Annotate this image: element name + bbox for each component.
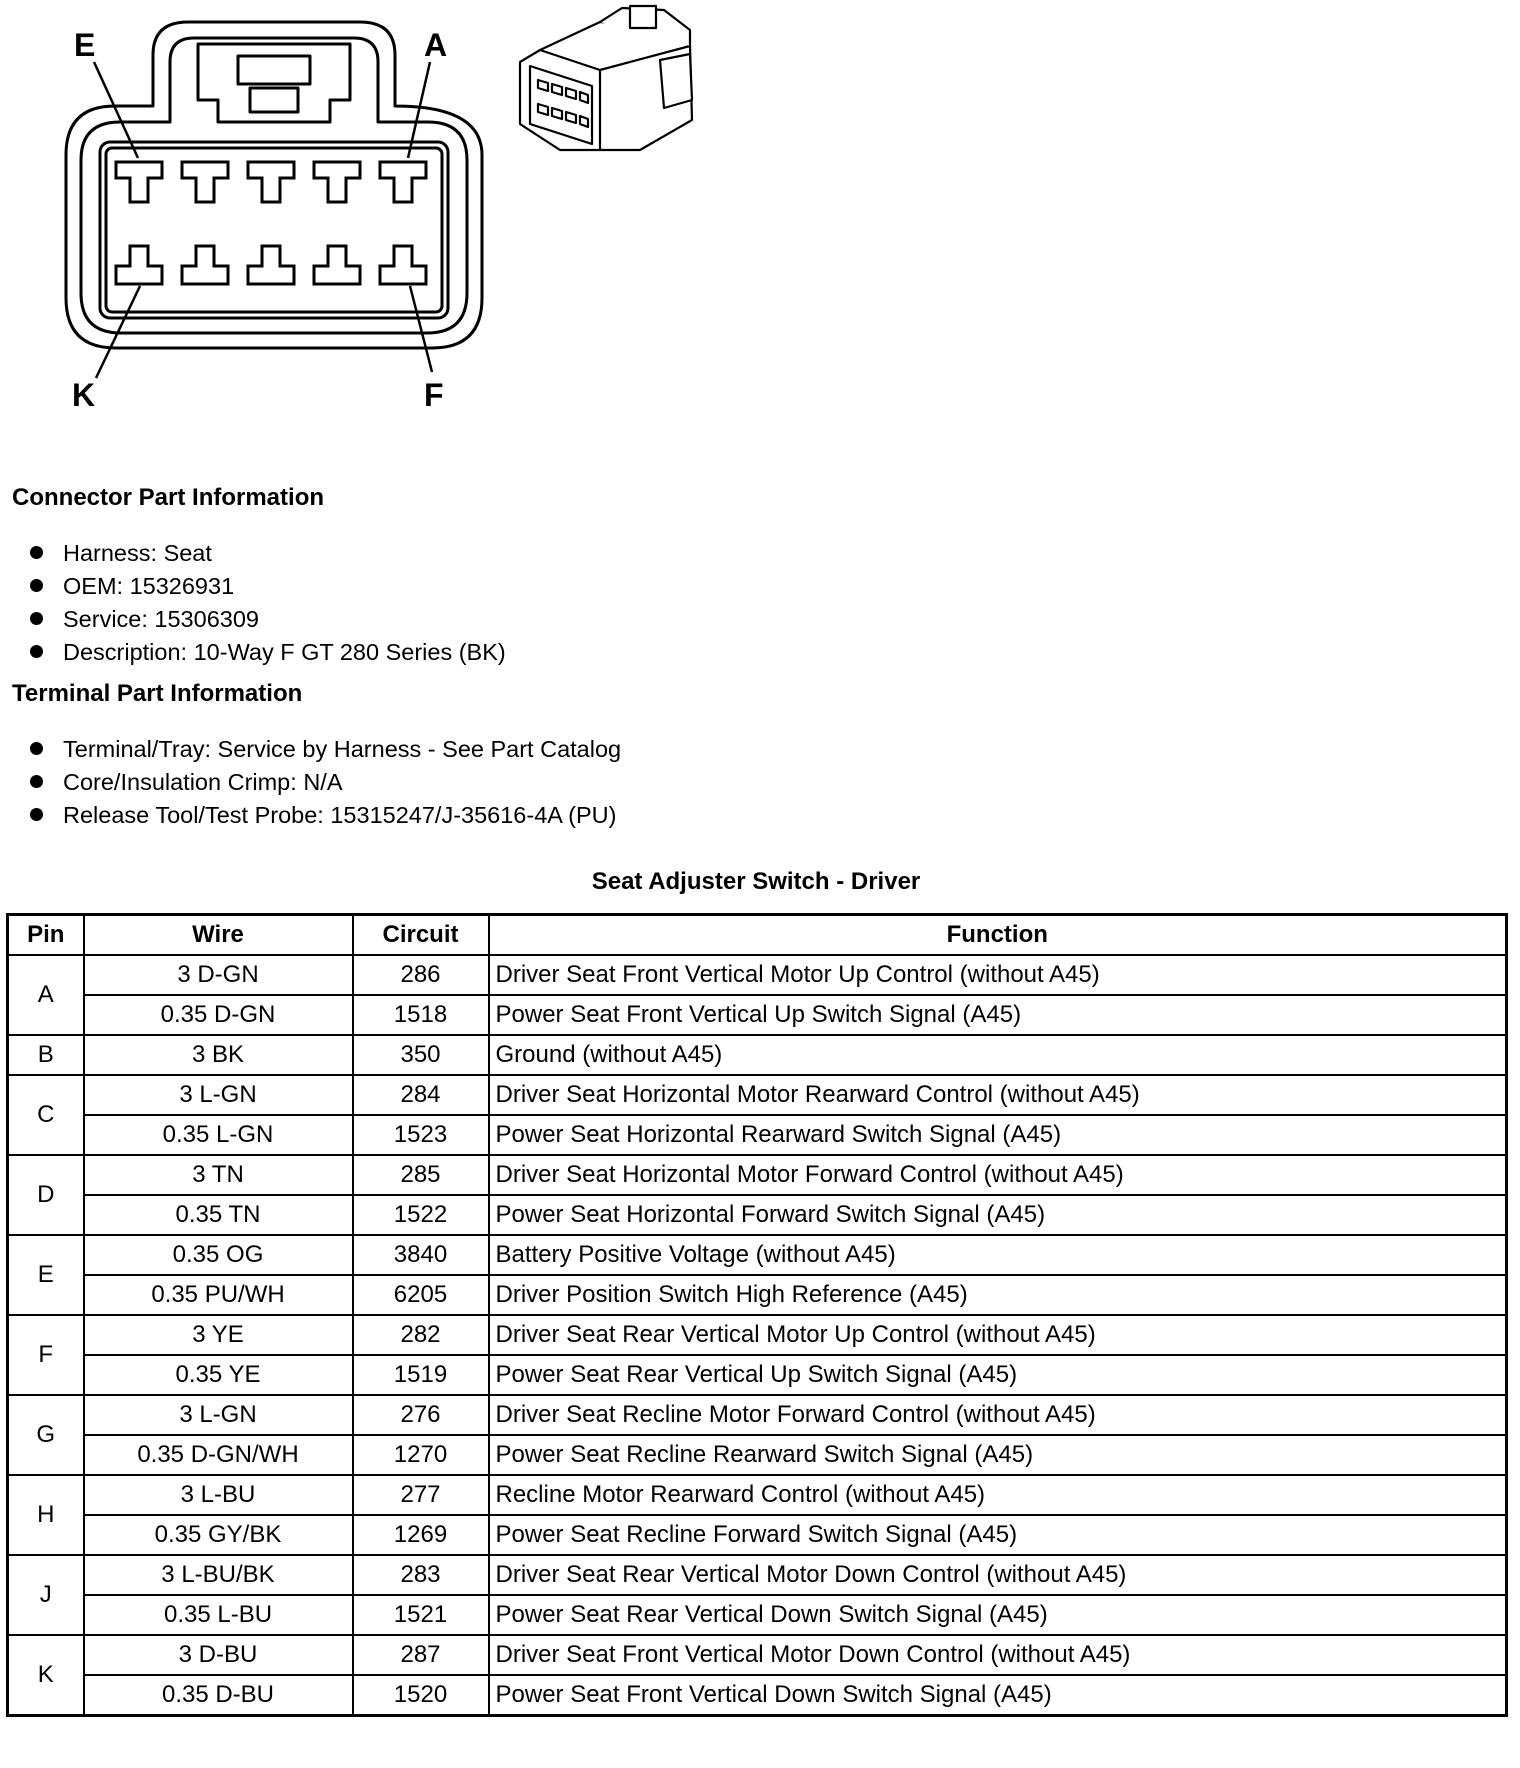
table-header-row [8, 915, 1507, 956]
function-cell: Power Seat Horizontal Rearward Switch Signal (A45) [489, 1115, 1507, 1155]
leader-line-a [408, 62, 430, 158]
wire-cell: 0.35 YE [84, 1355, 353, 1395]
table-row [8, 1355, 1507, 1395]
table-row [8, 1675, 1507, 1716]
table-title: Seat Adjuster Switch - Driver [591, 868, 921, 895]
function-cell: Driver Seat Front Vertical Motor Up Control (without A45) [489, 955, 1507, 995]
circuit-cell: 1523 [353, 1115, 489, 1155]
function-cell: Power Seat Rear Vertical Up Switch Signal (A45) [489, 1355, 1507, 1395]
table-row [8, 1475, 1507, 1515]
table-row [8, 1275, 1507, 1315]
bullet-icon [30, 612, 43, 625]
list-item [30, 570, 506, 603]
table-row [8, 1635, 1507, 1675]
description-text: Description: 10-Way F GT 280 Series (BK) [63, 639, 506, 665]
wire-cell: 3 L-BU [84, 1475, 353, 1515]
circuit-cell: 282 [353, 1315, 489, 1355]
bullet-icon [30, 808, 43, 821]
top-row-terminals [116, 162, 426, 202]
pin-cell: F [8, 1315, 84, 1395]
terminal-part-info-heading: Terminal Part Information [12, 680, 303, 707]
table-row [8, 995, 1507, 1035]
circuit-cell: 277 [353, 1475, 489, 1515]
circuit-cell: 276 [353, 1395, 489, 1435]
wire-cell: 3 D-GN [84, 955, 353, 995]
bullet-icon [30, 645, 43, 658]
harness-text: Harness: Seat [63, 540, 212, 566]
list-item [30, 799, 621, 832]
pin-label-a: A [424, 27, 448, 63]
function-cell: Power Seat Front Vertical Down Switch Signal (A45) [489, 1675, 1507, 1716]
pin-cell: A [8, 955, 84, 1035]
function-cell: Driver Seat Recline Motor Forward Control (without A45) [489, 1395, 1507, 1435]
connector-part-info-heading: Connector Part Information [12, 484, 325, 511]
terminal-top-5 [380, 162, 426, 202]
list-item [30, 603, 506, 636]
table-row [8, 1435, 1507, 1475]
bullet-icon [30, 579, 43, 592]
wire-cell: 0.35 TN [84, 1195, 353, 1235]
circuit-cell: 1269 [353, 1515, 489, 1555]
wire-cell: 0.35 L-GN [84, 1115, 353, 1155]
leader-line-f [410, 286, 432, 372]
wire-cell: 0.35 D-GN/WH [84, 1435, 353, 1475]
circuit-cell: 283 [353, 1555, 489, 1595]
terminal-top-1 [116, 162, 162, 202]
pin-cell: B [8, 1035, 84, 1075]
table-row [8, 1595, 1507, 1635]
circuit-cell: 1270 [353, 1435, 489, 1475]
circuit-cell: 6205 [353, 1275, 489, 1315]
table-row [8, 1555, 1507, 1595]
function-cell: Battery Positive Voltage (without A45) [489, 1235, 1507, 1275]
connector-outer-shell [66, 22, 482, 348]
wire-cell: 0.35 GY/BK [84, 1515, 353, 1555]
circuit-cell: 1521 [353, 1595, 489, 1635]
list-item [30, 733, 621, 766]
function-cell: Driver Seat Horizontal Motor Rearward Control (without A45) [489, 1075, 1507, 1115]
terminal-bottom-1 [116, 246, 162, 284]
pin-label-k: K [72, 377, 96, 413]
wire-cell: 0.35 OG [84, 1235, 353, 1275]
wire-cell: 3 D-BU [84, 1635, 353, 1675]
connector-diagram [0, 0, 760, 420]
terminal-top-4 [314, 162, 360, 202]
latch-tab [238, 56, 310, 84]
circuit-cell: 287 [353, 1635, 489, 1675]
function-cell: Ground (without A45) [489, 1035, 1507, 1075]
list-item [30, 636, 506, 669]
table-row [8, 1395, 1507, 1435]
circuit-cell: 1519 [353, 1355, 489, 1395]
wire-cell: 3 L-GN [84, 1075, 353, 1115]
header-pin: Pin [8, 915, 84, 956]
bullet-icon [30, 546, 43, 559]
terminal-bottom-3 [248, 246, 294, 284]
pin-cell: D [8, 1155, 84, 1235]
connector-part-info-list [30, 537, 506, 669]
wire-cell: 0.35 D-BU [84, 1675, 353, 1716]
list-item [30, 766, 621, 799]
bullet-icon [30, 742, 43, 755]
table-row [8, 1035, 1507, 1075]
function-cell: Power Seat Recline Forward Switch Signal (A45) [489, 1515, 1507, 1555]
terminal-bottom-5 [380, 246, 426, 284]
function-cell: Driver Seat Rear Vertical Motor Down Control (without A45) [489, 1555, 1507, 1595]
wire-cell: 0.35 L-BU [84, 1595, 353, 1635]
pin-label-e: E [74, 27, 96, 63]
function-cell: Power Seat Rear Vertical Down Switch Signal (A45) [489, 1595, 1507, 1635]
header-function: Function [489, 915, 1507, 956]
wire-cell: 3 TN [84, 1155, 353, 1195]
bullet-icon [30, 775, 43, 788]
terminal-top-2 [182, 162, 228, 202]
pin-cell: C [8, 1075, 84, 1155]
bottom-row-terminals [116, 246, 426, 284]
function-cell: Power Seat Horizontal Forward Switch Signal (A45) [489, 1195, 1507, 1235]
oem-text: OEM: 15326931 [63, 573, 235, 599]
list-item [30, 537, 506, 570]
wire-cell: 3 BK [84, 1035, 353, 1075]
circuit-cell: 286 [353, 955, 489, 995]
circuit-cell: 1520 [353, 1675, 489, 1716]
cavity-frame [100, 142, 448, 318]
header-wire: Wire [84, 915, 353, 956]
function-cell: Driver Seat Rear Vertical Motor Up Control (without A45) [489, 1315, 1507, 1355]
function-cell: Power Seat Recline Rearward Switch Signal (A45) [489, 1435, 1507, 1475]
table-row [8, 1155, 1507, 1195]
function-cell: Recline Motor Rearward Control (without A45) [489, 1475, 1507, 1515]
circuit-cell: 1522 [353, 1195, 489, 1235]
table-row [8, 1515, 1507, 1555]
function-cell: Driver Position Switch High Reference (A45) [489, 1275, 1507, 1315]
terminal-tray-text: Terminal/Tray: Service by Harness - See Part Catalog [63, 736, 622, 762]
connector-3d-view [520, 6, 692, 150]
wire-cell: 0.35 D-GN [84, 995, 353, 1035]
table-row [8, 1235, 1507, 1275]
header-circuit: Circuit [353, 915, 489, 956]
wire-cell: 0.35 PU/WH [84, 1275, 353, 1315]
circuit-cell: 1518 [353, 995, 489, 1035]
function-cell: Driver Seat Horizontal Motor Forward Control (without A45) [489, 1155, 1507, 1195]
circuit-cell: 285 [353, 1155, 489, 1195]
pin-cell: H [8, 1475, 84, 1555]
cavity-frame-inner [106, 148, 442, 312]
latch-window [250, 88, 298, 112]
leader-line-e [94, 62, 138, 158]
function-cell: Driver Seat Front Vertical Motor Down Control (without A45) [489, 1635, 1507, 1675]
crimp-text: Core/Insulation Crimp: N/A [63, 769, 343, 795]
pin-cell: G [8, 1395, 84, 1475]
table-row [8, 1315, 1507, 1355]
circuit-cell: 3840 [353, 1235, 489, 1275]
pin-cell: E [8, 1235, 84, 1315]
pinout-table [6, 913, 1508, 1717]
terminal-bottom-2 [182, 246, 228, 284]
function-cell: Power Seat Front Vertical Up Switch Signal (A45) [489, 995, 1507, 1035]
terminal-part-info-list [30, 733, 621, 832]
wire-cell: 3 YE [84, 1315, 353, 1355]
pin-cell: K [8, 1635, 84, 1716]
table-row [8, 1115, 1507, 1155]
service-text: Service: 15306309 [63, 606, 259, 632]
table-row [8, 1075, 1507, 1115]
table-row [8, 1195, 1507, 1235]
pin-label-f: F [424, 377, 444, 413]
table-row [8, 955, 1507, 995]
wire-cell: 3 L-GN [84, 1395, 353, 1435]
terminal-top-3 [248, 162, 294, 202]
terminal-bottom-4 [314, 246, 360, 284]
release-tool-text: Release Tool/Test Probe: 15315247/J-35616-4A (PU) [63, 802, 617, 828]
wire-cell: 3 L-BU/BK [84, 1555, 353, 1595]
pin-cell: J [8, 1555, 84, 1635]
circuit-cell: 284 [353, 1075, 489, 1115]
circuit-cell: 350 [353, 1035, 489, 1075]
